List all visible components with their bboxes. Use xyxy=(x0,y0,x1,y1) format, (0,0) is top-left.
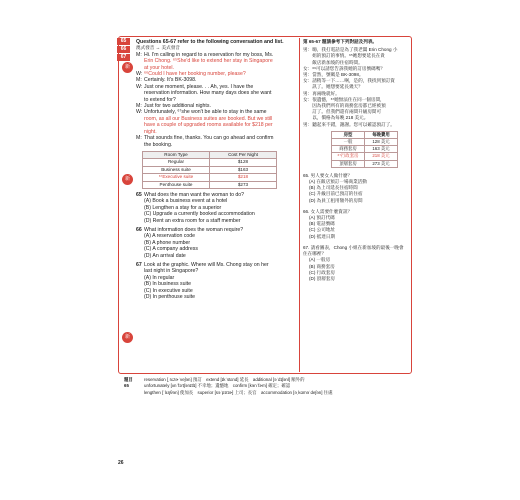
answer-option: (C) Upgrade a currently booked accommodation xyxy=(144,211,255,218)
translation-line: 女：很遺憾，⁶⁷她無法住在同一個房間， xyxy=(303,96,385,102)
speaker-label: W: xyxy=(136,71,143,78)
question-number: 66 xyxy=(136,226,142,233)
answer-option: (A) In regular xyxy=(144,274,175,281)
page-number: 26 xyxy=(118,460,124,466)
translation-line: 以，價格為每晚 218 美元。 xyxy=(303,115,369,121)
new-icon: 新 xyxy=(122,332,133,343)
answer-option-zh: (D) 頂層套房 xyxy=(309,275,336,281)
answer-option-zh: (B) 為上司延長住宿時間 xyxy=(309,185,358,191)
table-cell: Penthouse suite xyxy=(143,181,210,188)
table-row xyxy=(332,146,398,153)
question-tag-67: 67 xyxy=(117,54,130,61)
speaker-label: M: xyxy=(136,103,142,110)
answer-option: (D) Rent an extra room for a staff member xyxy=(144,217,241,224)
question-stem: What information does the woman require? xyxy=(144,226,244,233)
question-number: 67 xyxy=(136,262,142,268)
question-stem: Look at the graphic. Where will Ms. Chong stay on her xyxy=(144,262,269,268)
translation-line: 訊了。她想要延長幾天？ xyxy=(303,84,363,90)
answer-option: (D) In penthouse suite xyxy=(144,294,196,301)
answer-option: (B) Lengthen a stay for a superior xyxy=(144,204,222,211)
question-tag-66: 66 xyxy=(117,46,130,53)
table-row xyxy=(143,174,277,181)
accent-note: 澳式發音 → 美式發音 xyxy=(136,45,180,51)
table-row xyxy=(332,139,398,146)
answer-option: (C) In executive suite xyxy=(144,287,193,294)
question-stem-cont: last night in Singapore? xyxy=(144,268,199,275)
speaker-label: M: xyxy=(136,135,142,142)
vocab-line: reservation [ˌrɛzɚˈveʃən] 預訂 extend [ɪkˈstɛnd] 延長 additional [əˈdɪʃənl] 額外的 xyxy=(144,377,305,382)
translation-line: 男：嗨，我打電話是為了我老闆 Erin Chong 小 xyxy=(303,47,398,53)
table-cell: ⁶⁷行政套房 xyxy=(332,153,365,160)
translation xyxy=(303,47,407,128)
questions xyxy=(136,192,296,301)
table-cell: 頂層套房 xyxy=(332,160,365,167)
translation-line: 訂了。但我們還有兩間升級房間可 xyxy=(303,109,382,115)
question-tag-65: 65 xyxy=(117,38,130,45)
table-cell: 273 美元 xyxy=(365,160,398,167)
answer-option-zh: (C) 行政套房 xyxy=(309,269,336,275)
answer-option-zh: (B) 商務套房 xyxy=(309,263,335,269)
answer-option: (D) An arrival date xyxy=(144,252,186,259)
answer-option: (B) A phone number xyxy=(144,239,191,246)
answer-option: (C) A company address xyxy=(144,246,198,253)
table-cell: Business suite xyxy=(143,166,210,173)
translation-line: 姐的預訂的事情。⁶⁵她想要延長在貴 xyxy=(303,53,385,59)
answer-option-zh: (D) 抵達日期 xyxy=(309,233,336,239)
column-divider xyxy=(299,38,300,372)
dialogue-text: That sounds fine, thanks. You can go ahead and confirm xyxy=(144,135,274,142)
table-header: 每晚費用 xyxy=(365,131,398,138)
answer-option: (A) Book a business event at a hotel xyxy=(144,198,228,205)
table-cell: ⁶⁷Executive suite xyxy=(143,174,210,181)
answer-translation xyxy=(303,209,407,240)
question-stem: What does the man want the woman to do? xyxy=(144,191,245,198)
room-table-zh xyxy=(331,131,398,168)
vocab-line: lengthen [ˈlɛŋθən] 使加長 superior [səˈpɪrɪɚ] 上司；長官 accommodation [əˌkɑməˈdeʃən] 住處 xyxy=(144,389,333,395)
answer-option-zh: (C) 公司地址 xyxy=(309,227,336,233)
english-column xyxy=(136,39,296,300)
answer-option-zh: (A) 預訂代碼 xyxy=(309,215,335,221)
question-translation: 66. 女人需要什麼資訊？ xyxy=(303,208,353,214)
dialogue-text: at your hotel. xyxy=(144,64,174,71)
dialogue-text: room, as all our Business suites are booked. But we still xyxy=(144,115,273,122)
answer-translations xyxy=(303,173,407,282)
chinese-column xyxy=(303,39,407,282)
answer-option: (B) In business suite xyxy=(144,281,191,288)
speaker-label: M: xyxy=(136,51,142,58)
table-row xyxy=(143,166,277,173)
table-cell: $128 xyxy=(210,159,277,166)
table-row xyxy=(143,159,277,166)
dialogue-text: Just for two additional nights. xyxy=(144,103,211,110)
table-cell: 128 美元 xyxy=(365,139,398,146)
table-cell: 163 美元 xyxy=(365,146,398,153)
translation-line: 男：再兩晚就好。 xyxy=(303,90,340,96)
dialogue-text: Just one moment, please. . . Ah, yes. I have the xyxy=(144,83,254,90)
translation-line: 因為我們所有的商務套房都已經被預 xyxy=(303,103,386,109)
dialogue-line xyxy=(136,142,296,148)
table-cell: Regular xyxy=(143,159,210,166)
new-icon: 新 xyxy=(122,174,133,185)
table-cell: 218 美元 xyxy=(365,153,398,160)
question-translation: 67. 請看圖表，Chong 小姐在新加坡的最後一晚會住在哪裡？ xyxy=(303,244,404,257)
table-header: 房型 xyxy=(332,131,365,138)
new-icon: 新 xyxy=(122,62,133,73)
translation-line: 女：請稍等一下……啊，是的，我找到預訂資 xyxy=(303,78,395,84)
answer-translation xyxy=(303,245,407,282)
table-row xyxy=(143,181,277,188)
question-66 xyxy=(136,227,296,259)
dialogue-line xyxy=(136,122,296,128)
dialogue-text: Hi. I'm calling in regard to a reservation for my boss, Ms. xyxy=(144,51,274,58)
table-cell: $163 xyxy=(210,166,277,173)
translation-line: 男：當然，號碼是 BK-3098。 xyxy=(303,72,364,78)
right-heading: 第 65-67 題請參考下列對話及列表。 xyxy=(303,39,378,44)
vocab-label: 題目 65 xyxy=(124,377,133,389)
table-header: Room Type xyxy=(143,151,210,158)
dialogue-text: Certainly. It's BK-3098. xyxy=(144,77,197,84)
dialogue-text: reservation information. How many days does she want xyxy=(144,90,272,97)
translation-line: 飯店新加坡的住宿時間。 xyxy=(303,59,363,65)
room-table xyxy=(142,151,277,189)
table-header: Cost Per Night xyxy=(210,151,277,158)
dialogue-text: Unfortunately, ⁶⁷she won't be able to stay in the same xyxy=(144,109,267,116)
question-65 xyxy=(136,192,296,224)
question-translation: 65. 男人要女人做什麼？ xyxy=(303,172,353,178)
answer-option-zh: (C) 升級目前已預訂的住宿 xyxy=(309,191,363,197)
answer-option-zh: (A) 在飯店預訂一場商業活動 xyxy=(309,179,367,185)
speaker-label: W: xyxy=(136,109,143,116)
table-cell: $218 xyxy=(210,174,277,181)
dialogue-text: have a couple of upgraded rooms available for $218 per xyxy=(144,122,273,129)
translation-line: 女：⁶⁶可以請您告訴我她的訂房號碼嗎？ xyxy=(303,65,385,71)
dialogue-text: ⁶⁶Could I have her booking number, please? xyxy=(144,71,246,78)
vocab-list xyxy=(144,377,410,396)
table-cell: 商務套房 xyxy=(332,146,365,153)
question-67 xyxy=(136,262,296,300)
speaker-label: M: xyxy=(136,77,142,84)
speaker-label: W: xyxy=(136,83,143,90)
question-number: 65 xyxy=(136,191,142,198)
answer-option-zh: (A) 一般房 xyxy=(309,257,331,263)
translation-line: 男：聽起來不錯，謝謝。您可以確認預訂了。 xyxy=(303,121,395,127)
answer-translation xyxy=(303,173,407,204)
dialogue-text: Erin Chong. ⁶⁵She'd like to extend her stay in Singapore xyxy=(144,58,273,65)
table-row xyxy=(332,160,398,167)
answer-option-zh: (B) 電話號碼 xyxy=(309,221,335,227)
vocab-line: unfortunately [ʌnˈfɔrtʃənɪtlɪ] 不幸地；遺憾地 confirm [kənˈfɝm] 確定；確認 xyxy=(144,383,291,389)
dialogue-text: night. xyxy=(144,128,157,135)
answer-option-zh: (D) 為員工租用額外的房間 xyxy=(309,197,363,203)
dialogue xyxy=(136,52,296,148)
dialogue-text: to extend for? xyxy=(144,96,176,103)
table-cell: 一般 xyxy=(332,139,365,146)
table-cell: $273 xyxy=(210,181,277,188)
page xyxy=(118,36,412,454)
answer-option: (A) A reservation code xyxy=(144,233,196,240)
intro-text: Questions 65-67 refer to the following conversation and list. xyxy=(136,39,284,45)
dialogue-text: the booking. xyxy=(144,141,173,148)
table-row xyxy=(332,153,398,160)
